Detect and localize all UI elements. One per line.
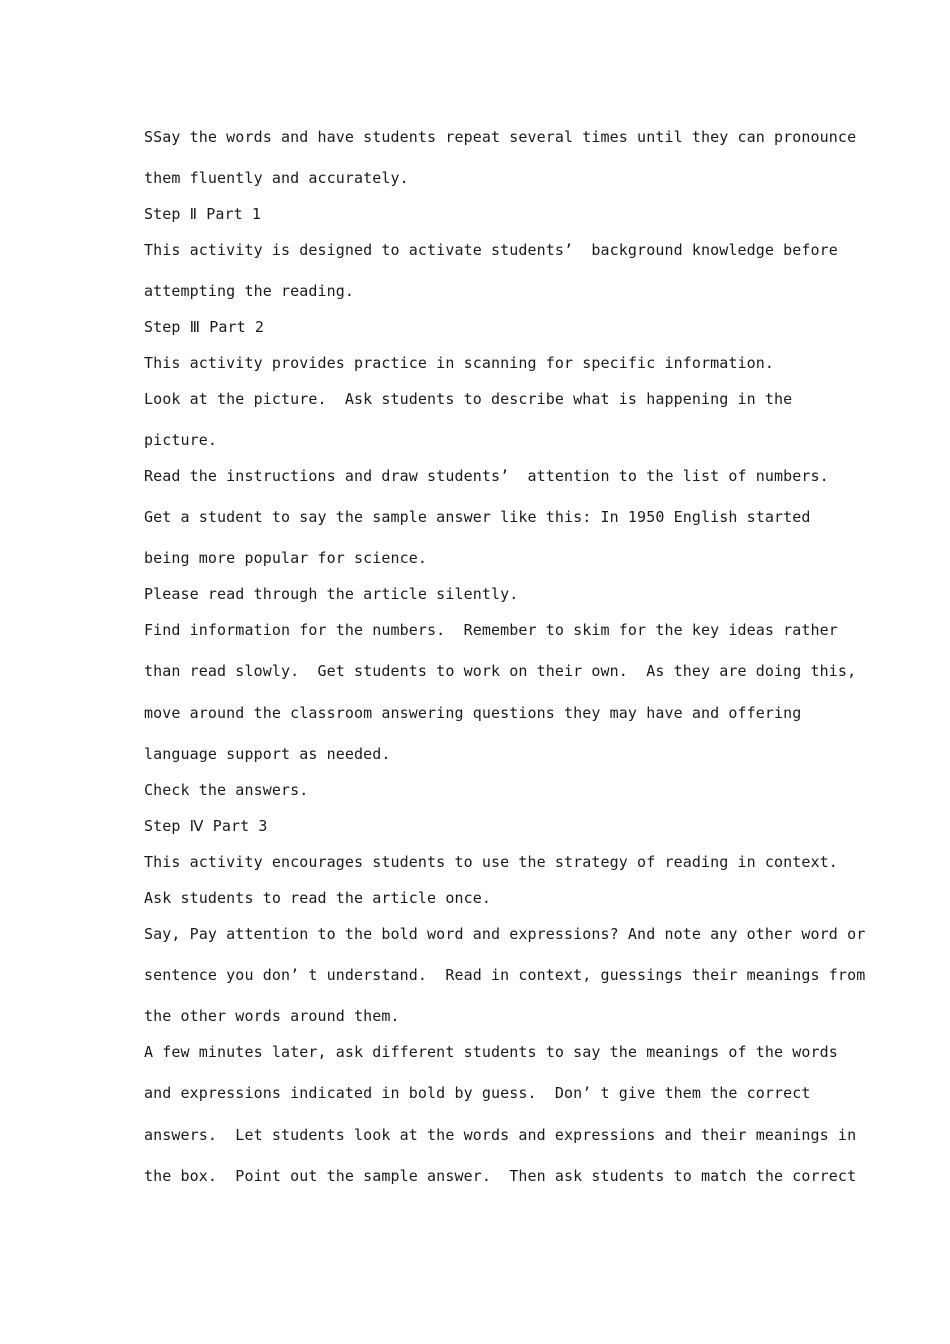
paragraph-line: sentence you don’ t understand. Read in context, guessings their meanings from [144,966,866,984]
paragraph-line: and expressions indicated in bold by guess. Don’ t give them the correct [144,1084,811,1102]
paragraph-line: Read the instructions and draw students’ attention to the list of numbers. [144,467,829,485]
paragraph-line: A few minutes later, ask different students to say the meanings of the words [144,1043,838,1061]
paragraph-line: the box. Point out the sample answer. Then ask students to match the correct [144,1167,857,1185]
paragraph-line: them fluently and accurately. [144,169,409,187]
paragraph-line: Please read through the article silently. [144,585,519,603]
paragraph-line: move around the classroom answering questions they may have and offering [144,704,802,722]
paragraph-line: Look at the picture. Ask students to describe what is happening in the [144,390,793,408]
paragraph-line: This activity provides practice in scanning for specific information. [144,354,775,372]
paragraph-line: Say, Pay attention to the bold word and expressions? And note any other word or [144,925,866,943]
paragraph-line: Ask students to read the article once. [144,889,491,907]
paragraph-line: Check the answers. [144,781,309,799]
step-heading: Step Ⅳ Part 3 [144,817,268,835]
paragraph-line: This activity is designed to activate students’ background knowledge before [144,241,838,259]
paragraph-line: language support as needed. [144,745,391,763]
paragraph-line: answers. Let students look at the words and expressions and their meanings in [144,1126,857,1144]
step-heading: Step Ⅱ Part 1 [144,205,262,223]
paragraph-line: being more popular for science. [144,549,428,567]
paragraph-line: than read slowly. Get students to work on their own. As they are doing this, [144,662,857,680]
paragraph-line: attempting the reading. [144,282,355,300]
step-heading: Step Ⅲ Part 2 [144,318,265,336]
paragraph-line: This activity encourages students to use the strategy of reading in context. [144,853,838,871]
paragraph-line: SSay the words and have students repeat several times until they can pronounce [144,128,857,146]
paragraph-line: Get a student to say the sample answer like this: In 1950 English started [144,508,811,526]
paragraph-line: Find information for the numbers. Remember to skim for the key ideas rather [144,621,838,639]
paragraph-line: the other words around them. [144,1007,400,1025]
paragraph-line: picture. [144,431,218,449]
